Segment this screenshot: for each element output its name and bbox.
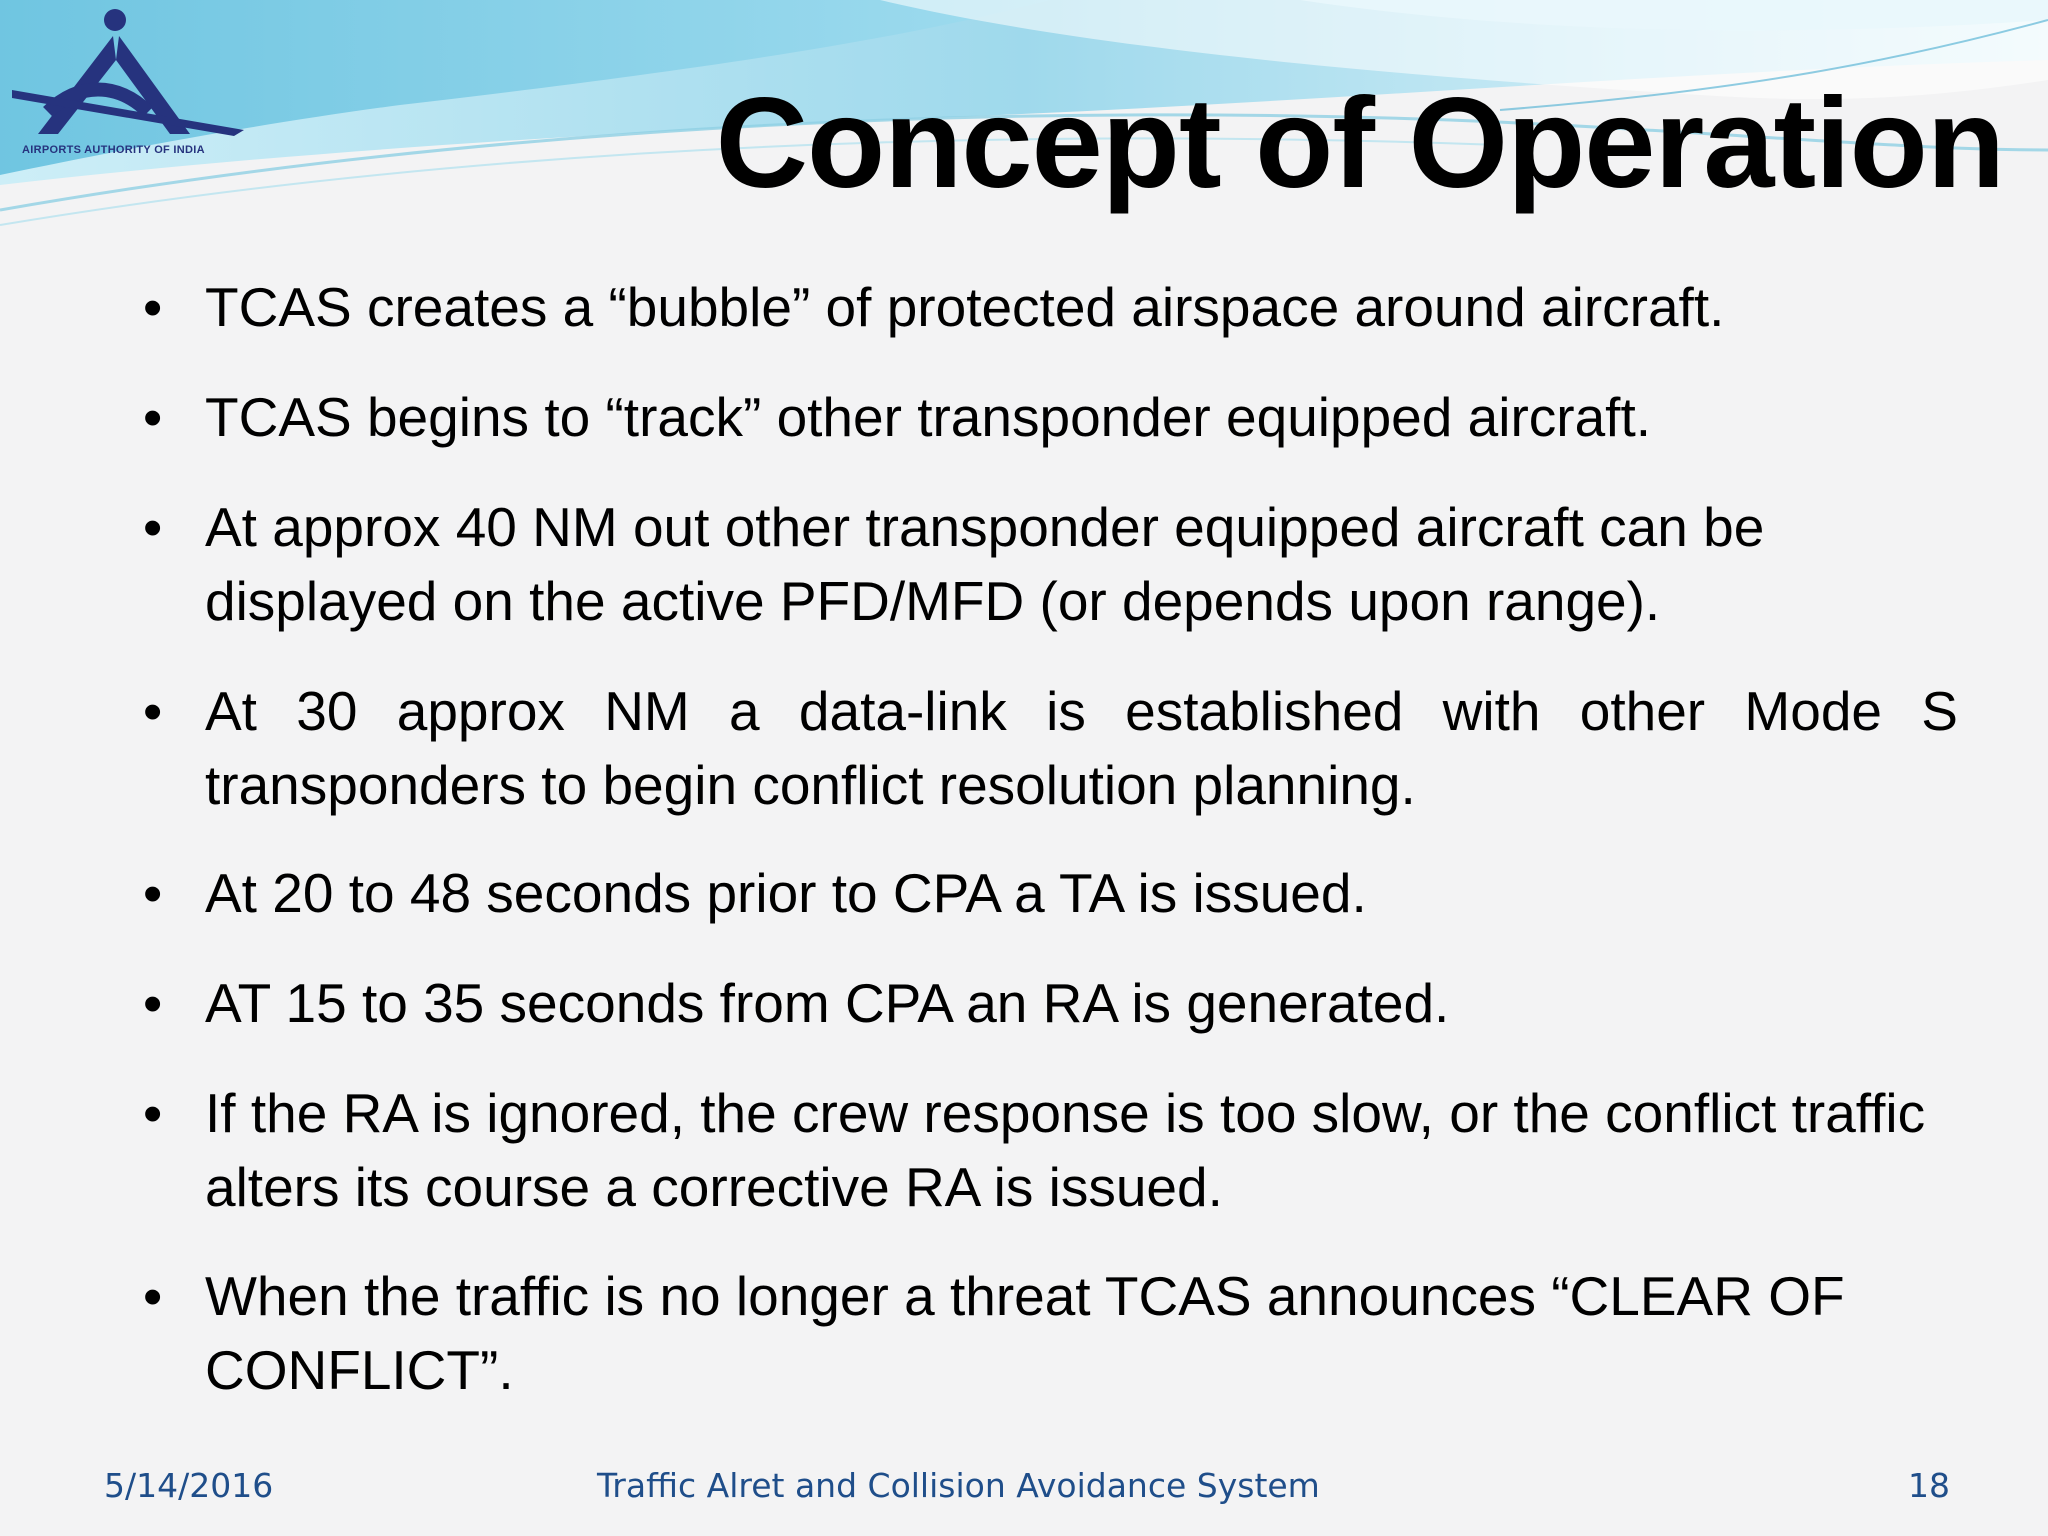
bullet-item <box>143 856 1958 930</box>
logo-caption: AIRPORTS AUTHORITY OF INDIA <box>22 144 205 156</box>
bullet-text: At 20 to 48 seconds prior to CPA a TA is issued. <box>205 862 1367 924</box>
footer-page-number: 18 <box>1908 1466 1950 1505</box>
bullet-item <box>143 270 1958 344</box>
slide-title: Concept of Operation <box>715 72 2004 215</box>
bullet-dot-icon: • <box>143 862 163 924</box>
bullet-text: AT 15 to 35 seconds from CPA an RA is generated. <box>205 972 1450 1034</box>
bullet-item <box>143 380 1958 454</box>
bullet-item <box>143 966 1958 1040</box>
bullet-text: When the traffic is no longer a threat TCAS announces “CLEAR OF CONFLICT”. <box>205 1265 1845 1401</box>
bullet-text: At approx 40 NM out other transponder equipped aircraft can be displayed on the active PFD/MFD (or depends upon range). <box>205 496 1765 632</box>
footer-date: 5/14/2016 <box>104 1466 274 1505</box>
bullet-text: If the RA is ignored, the crew response is too slow, or the conflict traffic alters its course a corrective RA is issued. <box>205 1082 1926 1218</box>
bullet-text: TCAS creates a “bubble” of protected airspace around aircraft. <box>205 276 1725 338</box>
bullet-dot-icon: • <box>143 680 163 742</box>
bullet-dot-icon: • <box>143 1082 163 1144</box>
footer-title: Traffic Alret and Collision Avoidance System <box>597 1466 1320 1505</box>
bullet-dot-icon: • <box>143 1265 163 1327</box>
bullet-item <box>143 490 1958 638</box>
bullet-dot-icon: • <box>143 496 163 558</box>
bullet-text: TCAS begins to “track” other transponder equipped aircraft. <box>205 386 1652 448</box>
bullet-dot-icon: • <box>143 386 163 448</box>
bullet-item <box>143 674 1958 822</box>
bullet-dot-icon: • <box>143 972 163 1034</box>
bullet-dot-icon: • <box>143 276 163 338</box>
bullet-item <box>143 1076 1958 1224</box>
bullet-item <box>143 1259 1958 1407</box>
bullet-text: At 30 approx NM a data-link is established with other Mode S transponders to begin conflict resolution planning. <box>205 680 1958 816</box>
